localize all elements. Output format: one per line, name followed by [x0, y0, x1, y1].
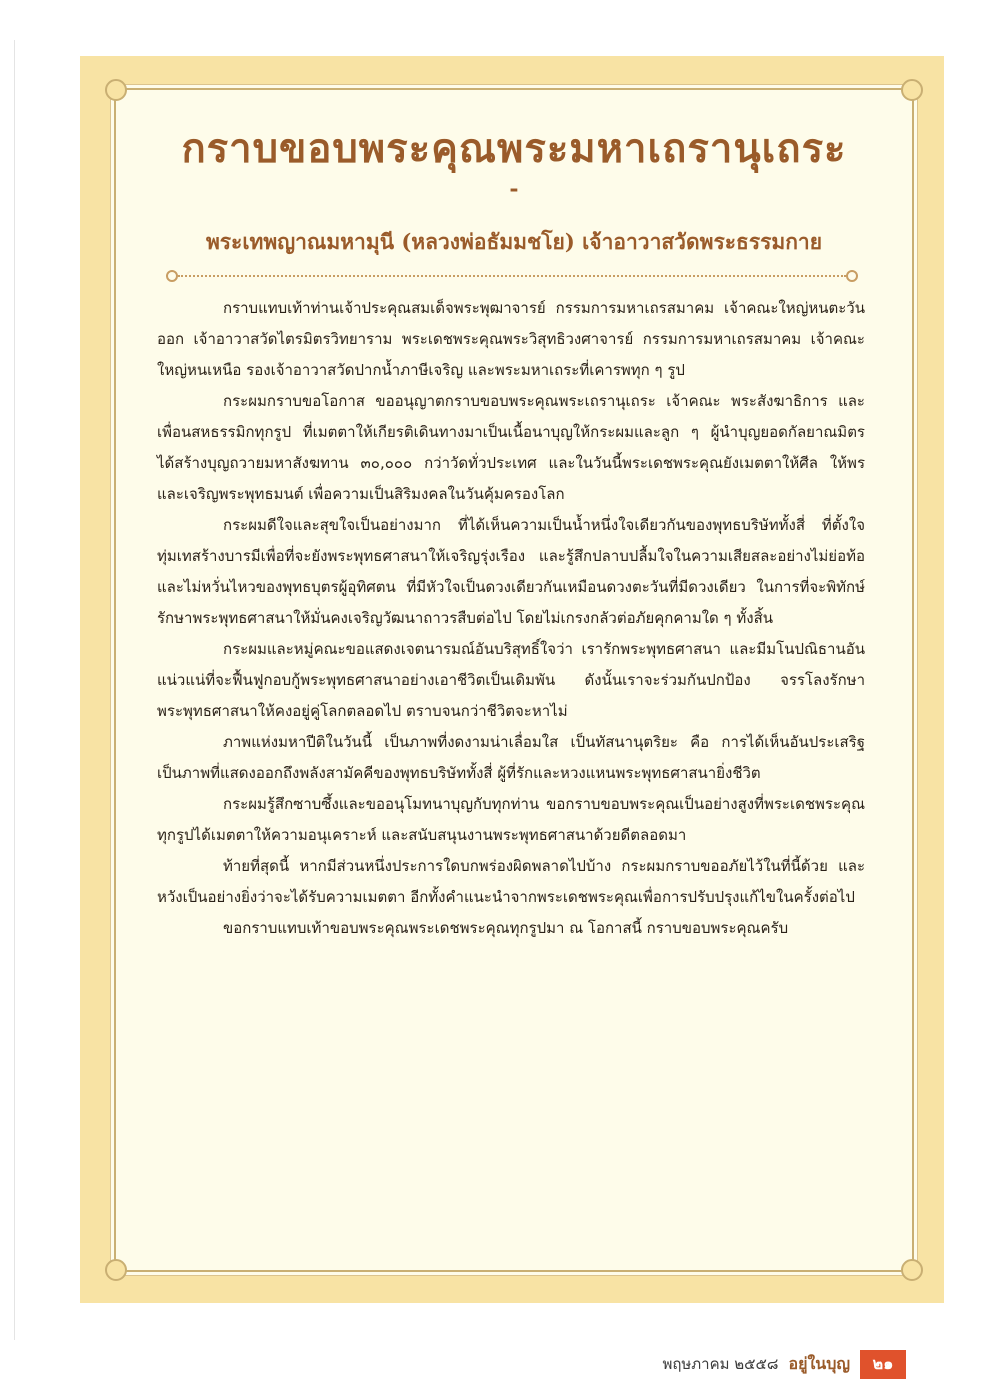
corner-ornament-icon: [901, 1259, 923, 1281]
article-title: กราบขอบพระคุณพระมหาเถรานุเถระ: [181, 125, 847, 172]
paragraph: ขอกราบแทบเท้าขอบพระคุณพระเดชพระคุณทุกรูปมา ณ โอกาสนี้ กราบขอบพระคุณครับ: [223, 919, 789, 937]
page-number-badge: ๒๑: [860, 1350, 906, 1379]
paragraph: ภาพแห่งมหาปีติในวันนี้ เป็นภาพที่งดงามน่าเลื่อมใส เป็นทัสนานุตริยะ คือ การได้เห็นอันประเสริฐ เป็นภาพที่แสดงออกถึงพลังสามัคคีของพุทธบริษัททั้งสี่ ผู้ที่รักและหวงแหนพระพุทธศาสนายิ่งชีวิต: [157, 733, 865, 782]
paragraph: กระผมดีใจและสุขใจเป็นอย่างมาก ที่ได้เห็นความเป็นน้ำหนึ่งใจเดียวกันของพุทธบริษัททั้งสี่ ที่ตั้งใจทุ่มเทสร้างบารมีเพื่อที่จะยังพระพุทธศาสนาให้เจริญรุ่งเรือง และรู้สึกปลาบปลื้มใจในความเสียสละอย่างไม่ย่อท้อและไม่หวั่นไหวของพุทธบุตรผู้อุทิศตน ที่มีหัวใจเป็นดวงเดียวกันเหมือนดวงตะวันที่มีดวงเดียว ในการที่จะพิทักษ์รักษาพระพุทธศาสนาให้มั่นคงเจริญวัฒนาถาวรสืบต่อไป โดยไม่เกรงกลัวต่อภัยคุกคามใด ๆ ทั้งสิ้น: [157, 516, 865, 627]
divider-dot-icon: [846, 270, 858, 282]
dotted-divider: [166, 270, 858, 282]
divider-dot-icon: [166, 270, 178, 282]
paragraph: กราบแทบเท้าท่านเจ้าประคุณสมเด็จพระพุฒาจารย์ กรรมการมหาเถรสมาคม เจ้าคณะใหญ่หนตะวันออก เจ้าอาวาสวัดไตรมิตรวิทยาราม พระเดชพระคุณพระวิสุทธิวงศาจารย์ กรรมการมหาเถรสมาคม เจ้าคณะใหญ่หนเหนือ รองเจ้าอาวาสวัดปากน้ำภาษีเจริญ และพระมหาเถระที่เคารพทุก ๆ รูป: [157, 299, 865, 379]
corner-ornament-icon: [105, 1259, 127, 1281]
divider-line: [178, 275, 846, 277]
page-edge-line: [14, 40, 15, 1340]
issue-date: พฤษภาคม ๒๕๕๘: [662, 1355, 779, 1373]
paragraph: ท้ายที่สุดนี้ หากมีส่วนหนึ่งประการใดบกพร่องผิดพลาดไปบ้าง กระผมกราบขออภัยไว้ในที่นี้ด้วย และหวังเป็นอย่างยิ่งว่าจะได้รับความเมตตา อีกทั้งคำแนะนำจากพระเดชพระคุณเพื่อการปรับปรุงแก้ไขในครั้งต่อไป: [157, 857, 865, 906]
magazine-name: อยู่ในบุญ: [788, 1353, 850, 1373]
title-separator: -: [509, 176, 519, 202]
corner-ornament-icon: [105, 79, 127, 101]
corner-ornament-icon: [901, 79, 923, 101]
paragraph: กระผมกราบขอโอกาส ขออนุญาตกราบขอบพระคุณพระเถรานุเถระ เจ้าคณะ พระสังฆาธิการ และเพื่อนสหธรรมิกทุกรูป ที่เมตตาให้เกียรติเดินทางมาเป็นเนื้อนาบุญให้กระผมและลูก ๆ ผู้นำบุญยอดกัลยาณมิตร ได้สร้างบุญถวายมหาสังฆทาน ๓๐,๐๐๐ กว่าวัดทั่วประเทศ และในวันนี้พระเดชพระคุณยังเมตตาให้ศีล ให้พร และเจริญพระพุทธมนต์ เพื่อความเป็นสิริมงคลในวันคุ้มครองโลก: [157, 392, 865, 503]
article-subtitle: พระเทพญาณมหามุนี (หลวงพ่อธัมมชโย) เจ้าอาวาสวัดพระธรรมกาย: [205, 229, 823, 254]
paragraph: กระผมรู้สึกซาบซึ้งและขออนุโมทนาบุญกับทุกท่าน ขอกราบขอบพระคุณเป็นอย่างสูงที่พระเดชพระคุณทุกรูปได้เมตตาให้ความอนุเคราะห์ และสนับสนุนงานพระพุทธศาสนาด้วยดีตลอดมา: [157, 795, 865, 844]
paragraph: กระผมและหมู่คณะขอแสดงเจตนารมณ์อันบริสุทธิ์ใจว่า เรารักพระพุทธศาสนา และมีมโนปณิธานอันแน่วแน่ที่จะฟื้นฟูกอบกู้พระพุทธศาสนาอย่างเอาชีวิตเป็นเดิมพัน ดังนั้นเราจะร่วมกันปกป้อง จรรโลงรักษาพระพุทธศาสนาให้คงอยู่คู่โลกตลอดไป ตราบจนกว่าชีวิตจะหาไม่: [157, 640, 865, 720]
page-footer: [662, 1352, 906, 1376]
article-body: [157, 293, 865, 944]
